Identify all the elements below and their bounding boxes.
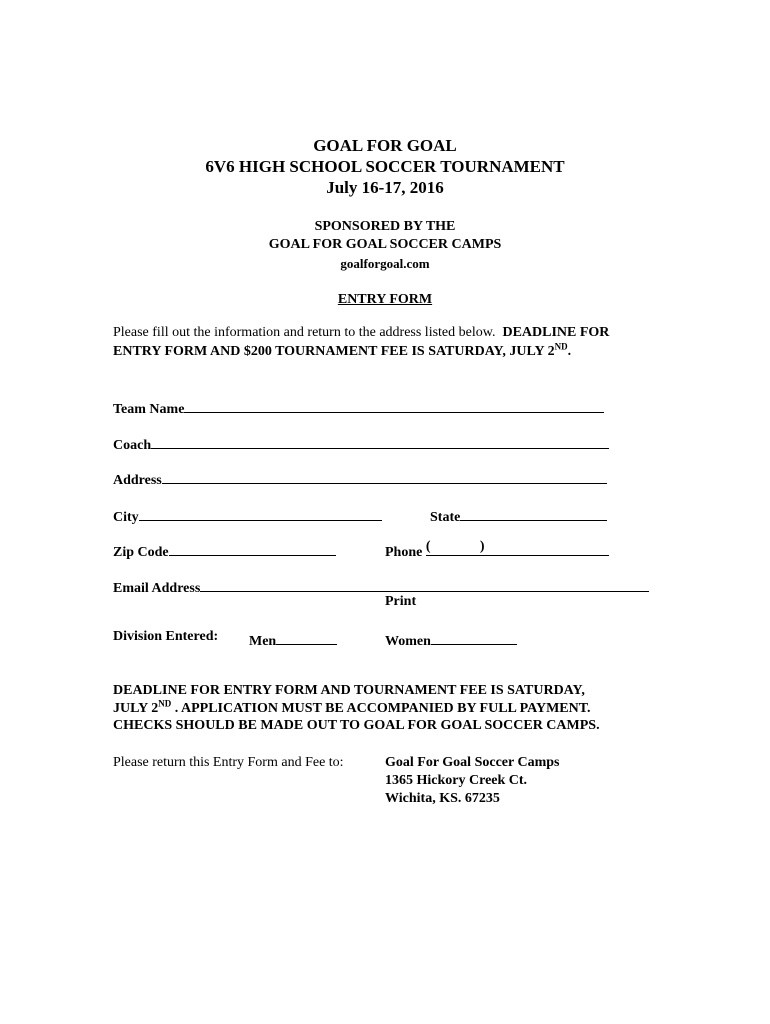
women-label: Women: [385, 634, 431, 649]
state-line[interactable]: [460, 505, 607, 521]
intro-text: Please fill out the information and return to the address listed below.: [113, 325, 496, 340]
team-name-field[interactable]: [113, 397, 604, 418]
print-hint: Print: [385, 594, 417, 609]
intro-line-1: [113, 325, 609, 341]
team-name-line[interactable]: [184, 397, 604, 413]
phone-paren-open: (: [425, 539, 431, 554]
division-label: Division Entered:: [113, 629, 219, 644]
entry-form-heading: ENTRY FORM: [337, 292, 433, 307]
zip-label: Zip Code: [113, 545, 169, 560]
sponsor-name: GOAL FOR GOAL SOCCER CAMPS: [268, 237, 502, 252]
coach-label: Coach: [113, 438, 152, 453]
email-label: Email Address: [113, 581, 201, 596]
men-label: Men: [249, 634, 277, 649]
city-line[interactable]: [139, 505, 382, 521]
return-street: 1365 Hickory Creek Ct.: [385, 773, 528, 788]
zip-field[interactable]: [113, 540, 336, 561]
phone-field[interactable]: [385, 540, 609, 561]
coach-field[interactable]: [113, 433, 609, 454]
phone-label: Phone: [385, 545, 423, 560]
team-name-label: Team Name: [113, 402, 185, 417]
address-label: Address: [113, 473, 162, 488]
deadline-line-1: DEADLINE FOR ENTRY FORM AND TOURNAMENT FEE IS SATURDAY,: [113, 683, 585, 698]
tournament-dates: July 16-17, 2016: [326, 178, 444, 197]
city-field[interactable]: [113, 505, 382, 526]
sponsored-by: SPONSORED BY THE: [314, 219, 456, 234]
email-field[interactable]: [113, 576, 649, 597]
coach-line[interactable]: [151, 433, 609, 449]
women-line[interactable]: [431, 629, 517, 645]
return-label: Please return this Entry Form and Fee to:: [113, 755, 344, 770]
phone-line[interactable]: [426, 540, 609, 556]
form-title: GOAL FOR GOAL: [313, 136, 457, 155]
city-label: City: [113, 510, 139, 525]
deadline-line-2: JULY 2ND . APPLICATION MUST BE ACCOMPANIED BY FULL PAYMENT.: [113, 698, 591, 716]
women-field[interactable]: [385, 629, 517, 650]
intro-line-2: ENTRY FORM AND $200 TOURNAMENT FEE IS SATURDAY, JULY 2ND.: [113, 341, 572, 359]
state-label: State: [430, 510, 461, 525]
tournament-name: 6V6 HIGH SCHOOL SOCCER TOURNAMENT: [205, 157, 565, 176]
email-line[interactable]: [200, 576, 649, 592]
state-field[interactable]: [430, 505, 607, 526]
website: goalforgoal.com: [340, 256, 430, 271]
return-name: Goal For Goal Soccer Camps: [385, 755, 560, 770]
return-city: Wichita, KS. 67235: [385, 791, 500, 806]
address-line[interactable]: [162, 468, 607, 484]
address-field[interactable]: [113, 468, 607, 489]
deadline-line-3: CHECKS SHOULD BE MADE OUT TO GOAL FOR GOAL SOCCER CAMPS.: [113, 718, 600, 733]
intro-deadline-start: DEADLINE FOR: [502, 325, 610, 340]
men-line[interactable]: [276, 629, 337, 645]
phone-paren-close: ): [479, 539, 485, 554]
men-field[interactable]: [249, 629, 337, 650]
zip-line[interactable]: [169, 540, 336, 556]
